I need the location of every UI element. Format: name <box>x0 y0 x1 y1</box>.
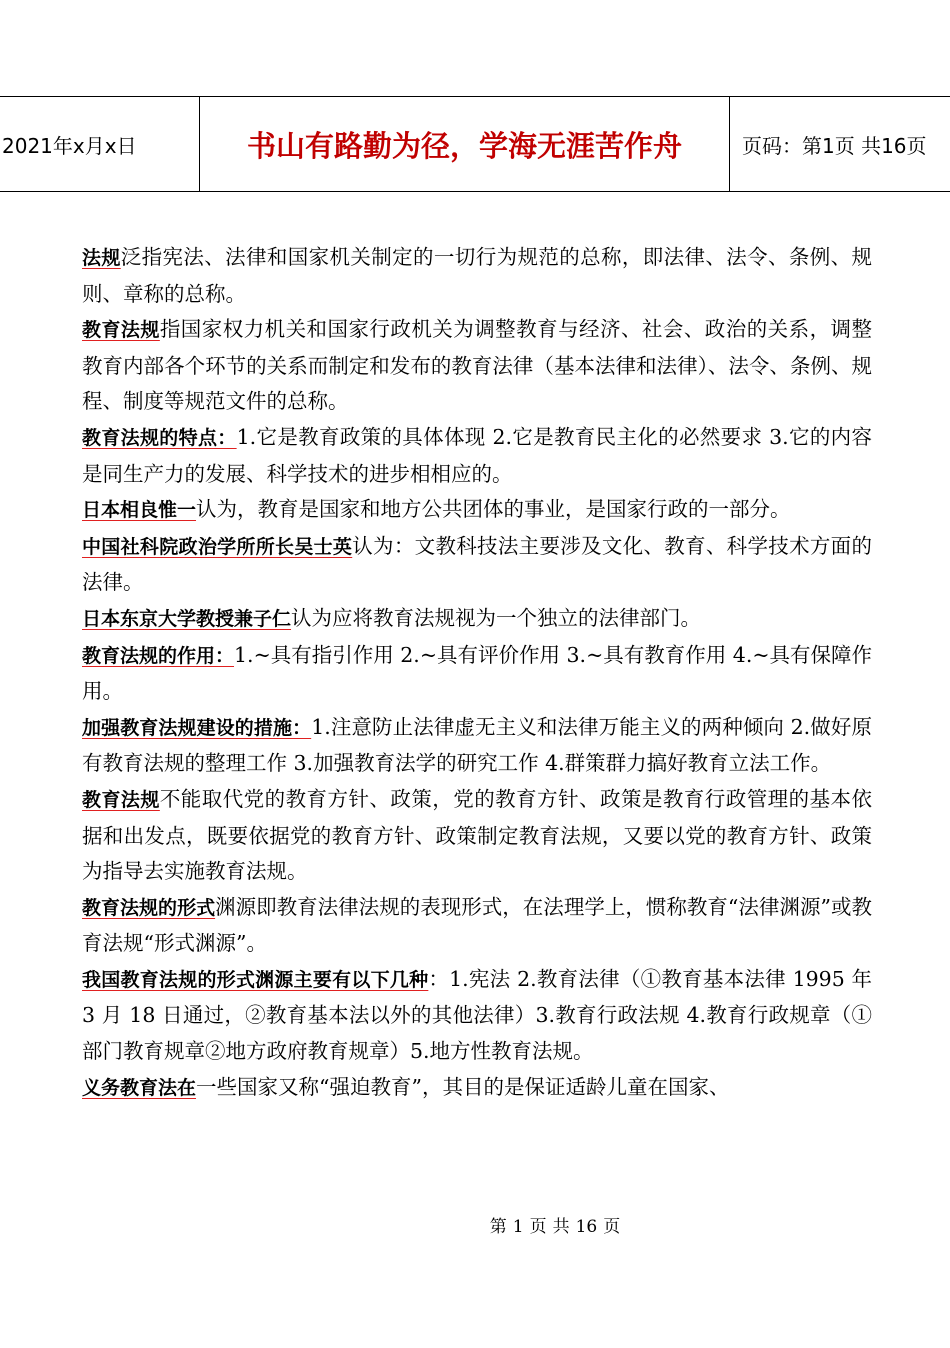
term: 教育法规的特点： <box>82 426 237 449</box>
header-page-info: 页码：第1页 共16页 <box>742 133 927 158</box>
paragraph-text: 指国家权力机关和国家行政机关为调整教育与经济、社会、政治的关系，调整教育内部各个环节的关系而制定和发布的教育法律（基本法律和法律）、法令、条例、规程、制度等规范文件的总称。 <box>82 317 872 414</box>
term: 教育法规的形式 <box>82 896 216 919</box>
term: 法规 <box>82 247 121 269</box>
document-body <box>82 240 872 1106</box>
paragraph-text: 不能取代党的教育方针、政策，党的教育方针、政策是教育行政管理的基本依据和出发点，既要依据党的教育方针、政策制定教育法规，又要以党的教育方针、政策为指导去实施教育法规。 <box>82 786 872 884</box>
paragraph <box>82 529 872 601</box>
term: 教育法规 <box>82 788 160 811</box>
paragraph-text: 1.~具有指引作用 2.~具有评价作用 3.~具有教育作用 4.~具有保障作用。 <box>82 642 873 704</box>
term: 教育法规 <box>82 319 160 342</box>
paragraph-text: 认为：文教科技法主要涉及文化、教育、科学技术方面的法律。 <box>82 533 872 595</box>
paragraph <box>82 420 872 492</box>
paragraph <box>82 962 872 1070</box>
paragraph-text: 1.它是教育政策的具体体现 2.它是教育民主化的必然要求 3.它的内容是同生产力的发展、科学技术的进步相相应的。 <box>82 424 872 486</box>
paragraph <box>82 710 872 782</box>
paragraph <box>82 492 872 529</box>
paragraph <box>82 782 872 890</box>
paragraph-text: 认为应将教育法规视为一个独立的法律部门。 <box>291 605 702 630</box>
paragraph-text: 1.注意防止法律虚无主义和法律万能主义的两种倾向 2.做好原有教育法规的整理工作 3.加强教育法学的研究工作 4.群策群力搞好教育立法工作。 <box>82 714 872 776</box>
header-table <box>0 96 950 192</box>
term: 加强教育法规建设的措施： <box>82 716 312 739</box>
paragraph <box>82 638 872 710</box>
paragraph <box>82 240 872 312</box>
term: 日本相良惟一 <box>82 499 197 522</box>
footer-page-number: 1 <box>512 1217 524 1237</box>
paragraph-text: 泛指宪法、法律和国家机关制定的一切行为规范的总称，即法律、法令、条例、规则、章称的总称。 <box>82 245 872 306</box>
header-motto: 书山有路勤为径，学海无涯苦作舟 <box>199 97 730 191</box>
term: 我国教育法规的形式渊源主要有以下几种 <box>82 968 429 991</box>
paragraph-text: 一些国家又称“强迫教育”，其目的是保证适龄儿童在国家、 <box>196 1074 730 1099</box>
page-footer <box>0 1212 950 1237</box>
paragraph <box>82 312 872 420</box>
term: 义务教育法在 <box>82 1076 197 1099</box>
header-date: 2021年x月x日 <box>2 133 137 158</box>
paragraph <box>82 1070 872 1107</box>
footer-word: 第 <box>489 1217 507 1237</box>
paragraph-text: ：1.宪法 2.教育法律（①教育基本法律 1995 年 3 月 18 日通过，②教育基本法以外的其他法律）3.教育行政法规 4.教育行政规章（①部门教育规章②地方政府教育规章）5.地方性教育法规。 <box>82 966 872 1064</box>
footer-word: 页 <box>603 1217 621 1237</box>
paragraph <box>82 890 872 962</box>
paragraph-text: 渊源即教育法律法规的表现形式，在法理学上，惯称教育“法律渊源”或教育法规“形式渊源”。 <box>82 894 872 956</box>
paragraph-text: 认为，教育是国家和地方公共团体的事业，是国家行政的一部分。 <box>196 497 791 522</box>
footer-word: 页 <box>529 1217 547 1237</box>
paragraph <box>82 601 872 638</box>
term: 日本东京大学教授兼子仁 <box>82 607 292 630</box>
term: 教育法规的作用： <box>82 644 235 667</box>
footer-word: 共 <box>552 1217 570 1237</box>
term: 中国社科院政治学所所长吴士英 <box>82 535 353 558</box>
footer-total-pages: 16 <box>575 1217 598 1237</box>
